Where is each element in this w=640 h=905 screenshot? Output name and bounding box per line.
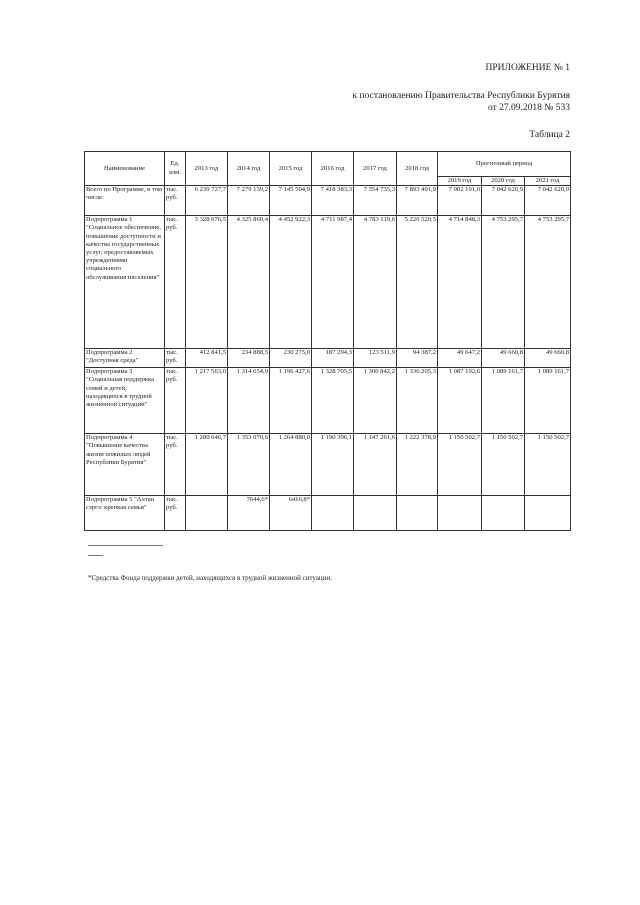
year-header: 2013 год — [186, 152, 228, 186]
table-row — [85, 368, 571, 434]
value-cell: 4 325 860,4 — [228, 216, 270, 349]
forecast-year-header: 2021 год — [525, 177, 571, 186]
forecast-year-header: 2020 год — [482, 177, 525, 186]
value-cell — [438, 496, 482, 531]
value-cell: 1 190 396,1 — [312, 434, 354, 496]
value-cell: 187 294,3 — [312, 349, 354, 368]
value-cell: 1 150 502,7 — [438, 434, 482, 496]
value-cell: 94 387,2 — [397, 349, 438, 368]
value-cell: 1 087 192,6 — [438, 368, 482, 434]
col-unit-header: Ед. изм. — [165, 152, 186, 186]
year-header: 2015 год — [270, 152, 312, 186]
row-name: Подпрограмма 1 "Социальное обеспечение, повышение доступности и качества государственных услуг, предоставляемых учреждениями социального обслуживания населения" — [85, 216, 165, 349]
value-cell: 5 220 520,5 — [397, 216, 438, 349]
value-cell: 49 660,8 — [482, 349, 525, 368]
row-name: Подпрограмма 4 "Повышение качества жизни пожилых людей Республики Бурятия" — [85, 434, 165, 496]
value-cell — [397, 496, 438, 531]
row-unit: тыс. руб. — [165, 216, 186, 349]
value-cell: 1 089 161,7 — [525, 368, 571, 434]
value-cell: 7 893 491,9 — [397, 186, 438, 216]
decree-line-1: к постановлению Правительства Республики Бурятия — [352, 91, 570, 101]
value-cell: 7 042 620,9 — [525, 186, 571, 216]
value-cell: 1 150 502,7 — [525, 434, 571, 496]
value-cell: 412 841,5 — [186, 349, 228, 368]
value-cell: 4 783 119,6 — [354, 216, 397, 349]
value-cell — [186, 496, 228, 531]
row-name: Подпрограмма 2 "Доступная среда" — [85, 349, 165, 368]
year-header: 2017 год — [354, 152, 397, 186]
footnote-separator — [88, 545, 163, 546]
row-unit: тыс. руб. — [165, 349, 186, 368]
table-row — [85, 349, 571, 368]
value-cell: 1 089 161,7 — [482, 368, 525, 434]
value-cell: 49 660,8 — [525, 349, 571, 368]
forecast-year-header: 2019 год — [438, 177, 482, 186]
decree-line-2: от 27.09.2018 № 533 — [488, 102, 570, 113]
value-cell: 1 314 654,9 — [228, 368, 270, 434]
table-row — [85, 496, 571, 531]
value-cell: 4 714 848,3 — [438, 216, 482, 349]
row-unit: тыс. руб. — [165, 496, 186, 531]
value-cell: 1 264 880,0 — [270, 434, 312, 496]
value-cell: 7 145 504,9 — [270, 186, 312, 216]
value-cell: 1 336 205,3 — [397, 368, 438, 434]
table-row — [85, 216, 571, 349]
value-cell: 6 239 727,7 — [186, 186, 228, 216]
table-row — [85, 434, 571, 496]
forecast-header: Прогнозный период — [438, 152, 571, 177]
value-cell: 7 354 735,3 — [354, 186, 397, 216]
row-unit: тыс. руб. — [165, 186, 186, 216]
value-cell: 230 275,0 — [270, 349, 312, 368]
year-header: 2016 год — [312, 152, 354, 186]
value-cell: 1 300 842,2 — [354, 368, 397, 434]
header-row — [85, 152, 571, 177]
value-cell: 1 147 261,6 — [354, 434, 397, 496]
value-cell: 1 328 705,5 — [312, 368, 354, 434]
appendix-title: ПРИЛОЖЕНИЕ № 1 — [485, 63, 570, 73]
value-cell — [354, 496, 397, 531]
row-name: Подпрограмма 3 "Социальная поддержка семей и детей, находящихся в трудной жизненной ситуации" — [85, 368, 165, 434]
value-cell: 1 353 070,6 — [228, 434, 270, 496]
value-cell — [525, 496, 571, 531]
decree-reference — [353, 91, 570, 114]
row-unit: тыс. руб. — [165, 434, 186, 496]
value-cell: 7 002 191,0 — [438, 186, 482, 216]
value-cell: 7 418 383,3 — [312, 186, 354, 216]
col-name-header: Наименование — [85, 152, 165, 186]
value-cell — [482, 496, 525, 531]
funding-table — [84, 151, 571, 531]
year-header: 2014 год — [228, 152, 270, 186]
footnote: *Средства Фонда поддержки детей, находящихся в трудной жизненной ситуации. — [88, 574, 332, 582]
row-name: Подпрограмма 5 "Алтан сэргэ: крепкая семья" — [85, 496, 165, 531]
value-cell: 6416,8* — [270, 496, 312, 531]
value-cell: 4 711 987,4 — [312, 216, 354, 349]
value-cell: 234 888,5 — [228, 349, 270, 368]
value-cell: 7 042 620,9 — [482, 186, 525, 216]
value-cell: 1 222 378,9 — [397, 434, 438, 496]
table-row — [85, 186, 571, 216]
value-cell: 123 511,9 — [354, 349, 397, 368]
value-cell: 1 196 427,6 — [270, 368, 312, 434]
value-cell: 3 328 676,5 — [186, 216, 228, 349]
value-cell: 1 150 502,7 — [482, 434, 525, 496]
row-unit: тыс. руб. — [165, 368, 186, 434]
value-cell: 1 217 563,0 — [186, 368, 228, 434]
value-cell: 7644,6* — [228, 496, 270, 531]
value-cell: 4 753 295,7 — [482, 216, 525, 349]
value-cell — [312, 496, 354, 531]
table-label: Таблица 2 — [529, 130, 570, 140]
value-cell: 4 452 922,3 — [270, 216, 312, 349]
value-cell: 7 279 139,2 — [228, 186, 270, 216]
value-cell: 4 753 295,7 — [525, 216, 571, 349]
row-name: Всего по Программе, в том числе: — [85, 186, 165, 216]
value-cell: 49 647,2 — [438, 349, 482, 368]
footnote-separator-short — [88, 555, 103, 556]
value-cell: 1 280 646,7 — [186, 434, 228, 496]
year-header: 2018 год — [397, 152, 438, 186]
